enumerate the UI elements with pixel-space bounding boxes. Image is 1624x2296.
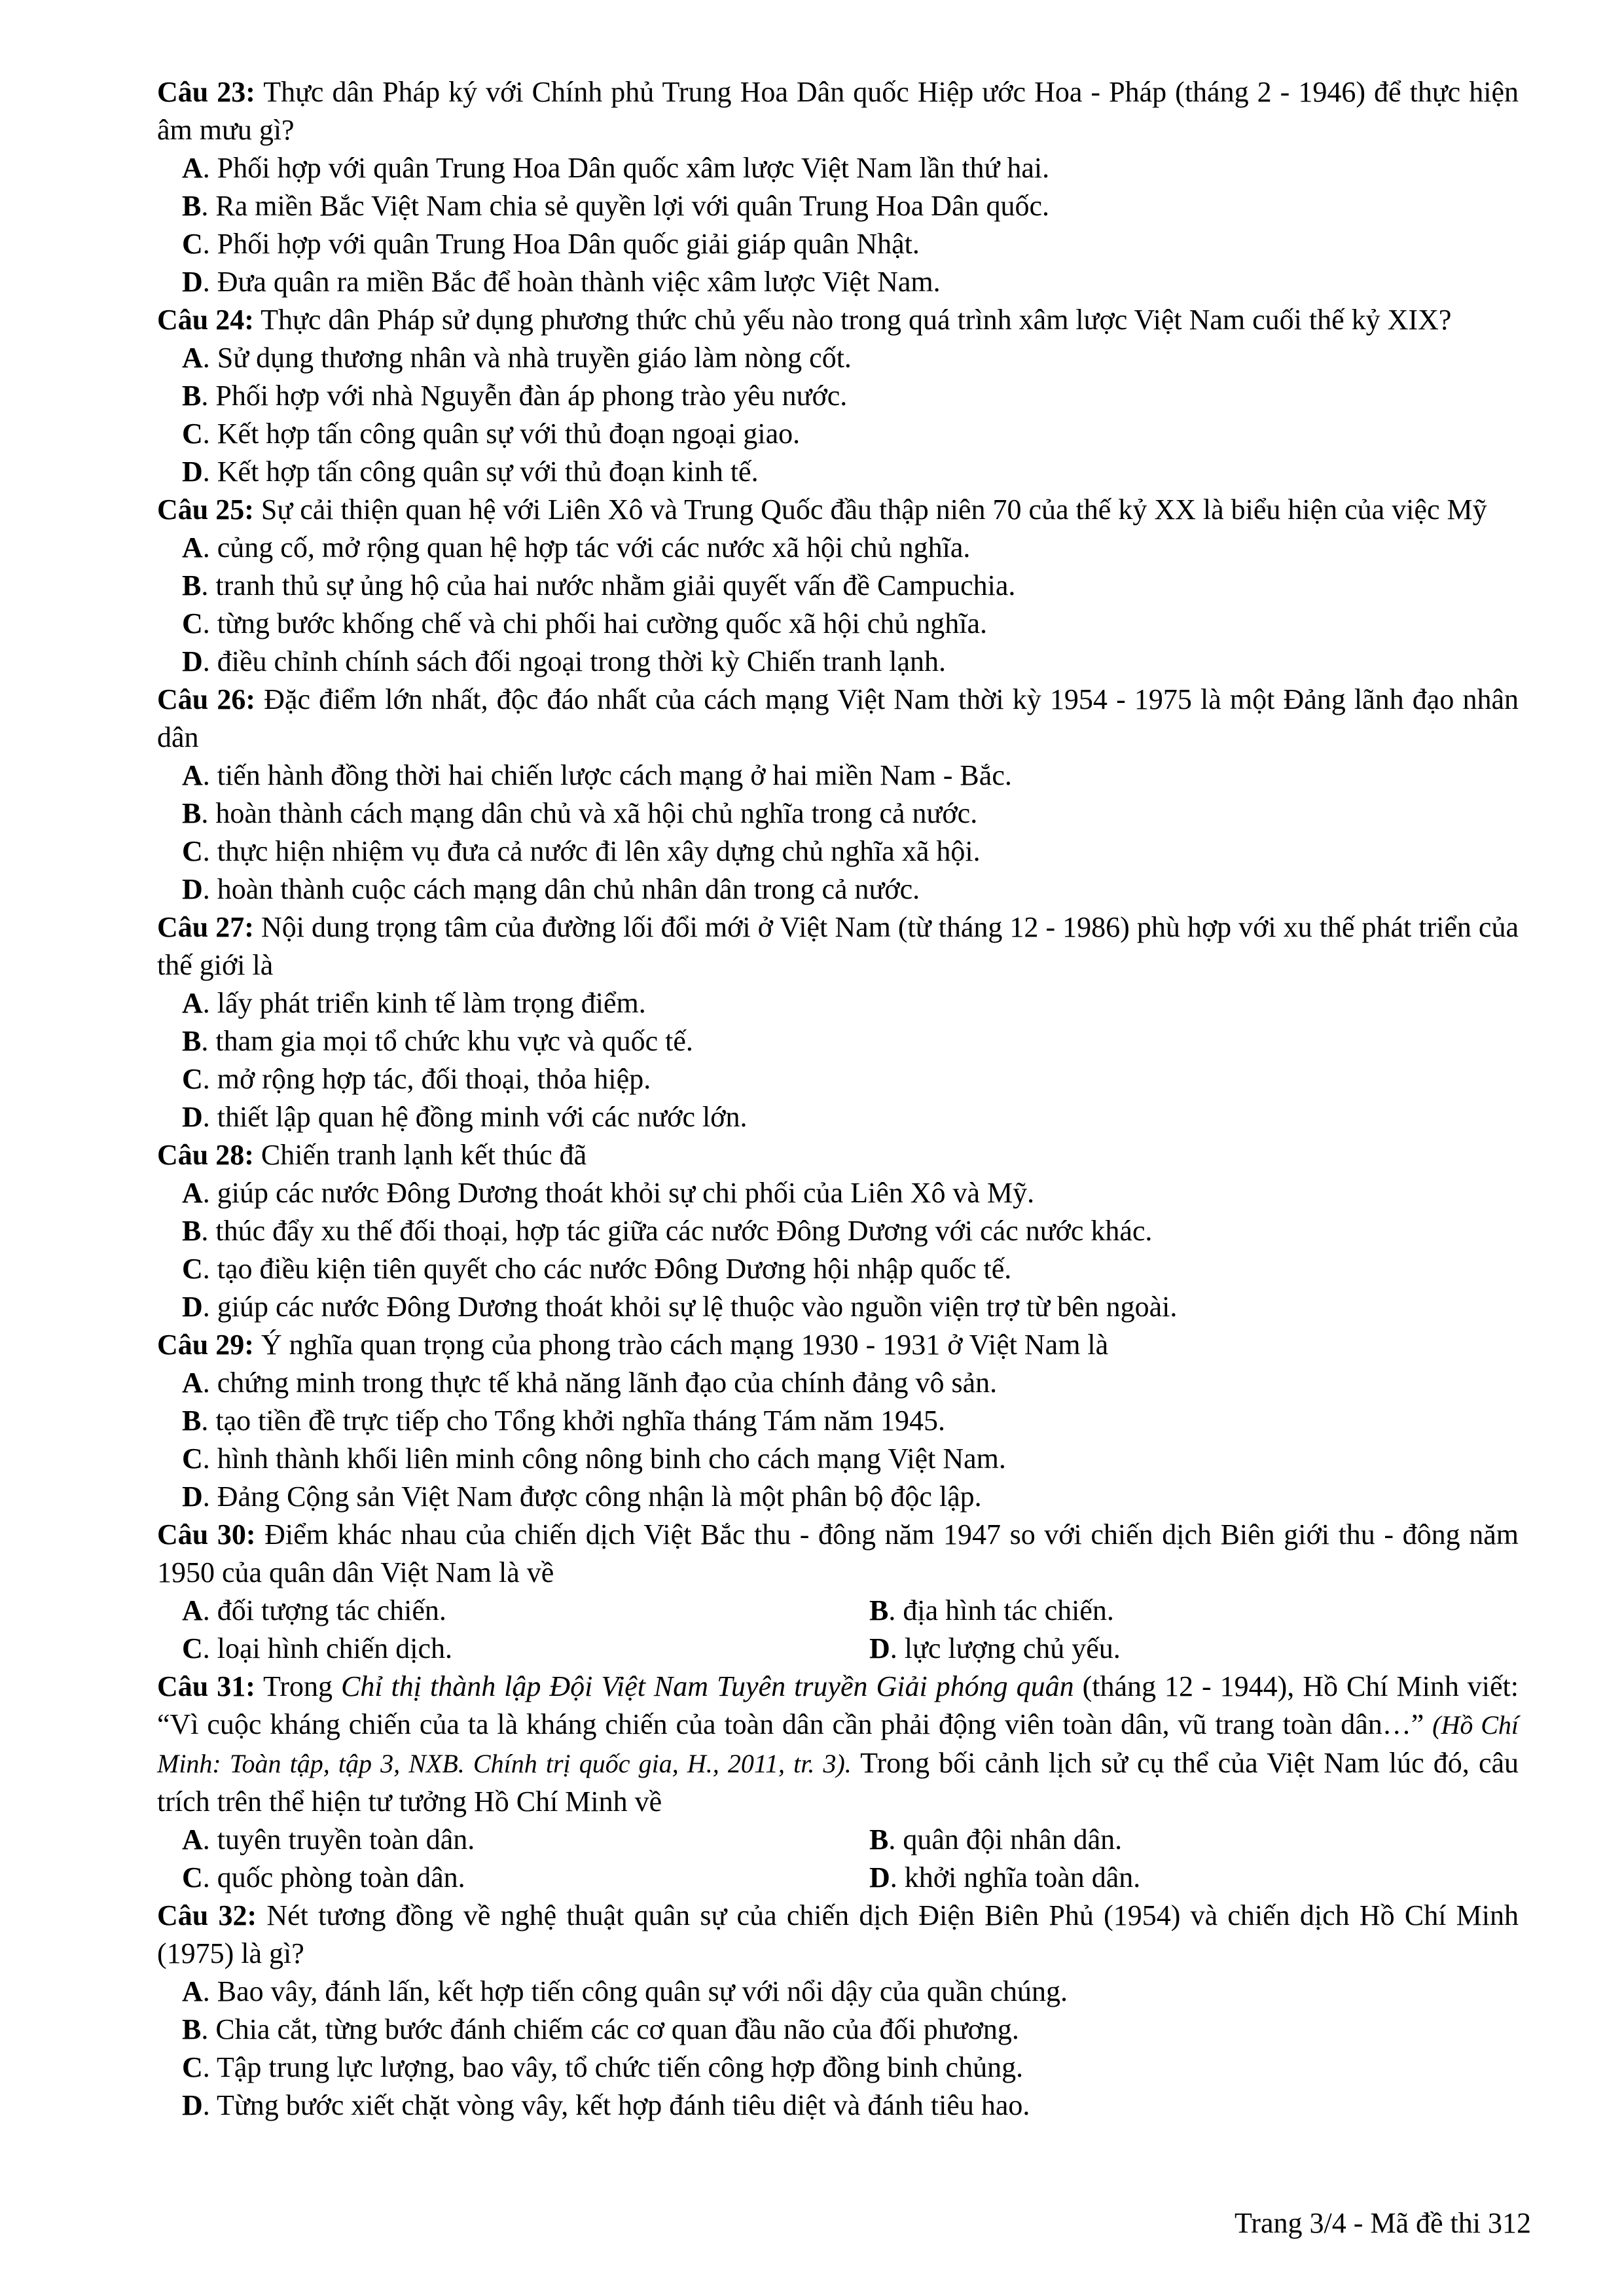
option-d: D. Kết hợp tấn công quân sự với thủ đoạn kinh tế. <box>182 456 759 488</box>
question-text: Thực dân Pháp ký với Chính phủ Trung Hoa Dân quốc Hiệp ước Hoa - Pháp (tháng 2 - 1946) để thực hiện âm mưu gì? <box>157 76 1519 146</box>
option-d: D. giúp các nước Đông Dương thoát khỏi sự lệ thuộc vào nguồn viện trợ từ bên ngoài. <box>182 1291 1178 1323</box>
question-label: Câu 24: <box>157 304 254 336</box>
option-a: A. Bao vây, đánh lấn, kết hợp tiến công quân sự với nổi dậy của quần chúng. <box>182 1975 1068 2007</box>
option-b: B. Phối hợp với nhà Nguyễn đàn áp phong trào yêu nước. <box>182 380 848 412</box>
question-text: Nội dung trọng tâm của đường lối đổi mới ở Việt Nam (từ tháng 12 - 1986) phù hợp với xu thế phát triển của thế giới là <box>157 911 1519 981</box>
option-a: A. củng cố, mở rộng quan hệ hợp tác với các nước xã hội chủ nghĩa. <box>182 531 971 564</box>
option-c: C. mở rộng hợp tác, đối thoại, thỏa hiệp. <box>182 1063 651 1095</box>
question-24 <box>157 301 1519 491</box>
option-c: C. loại hình chiến dịch. <box>182 1632 453 1664</box>
question-23 <box>157 73 1519 301</box>
question-label: Câu 23: <box>157 76 255 108</box>
question-label: Câu 31: <box>157 1670 255 1702</box>
option-a: A. lấy phát triển kinh tế làm trọng điểm. <box>182 987 646 1019</box>
citation: (Hồ Chí Minh: Toàn tập, tập 3, NXB. Chính trị quốc gia, H., 2011, tr. 3). <box>157 1710 1519 1778</box>
document-title: Chỉ thị thành lập Đội Việt Nam Tuyên truyền Giải phóng quân <box>341 1670 1074 1702</box>
option-a: A. tiến hành đồng thời hai chiến lược cách mạng ở hai miền Nam - Bắc. <box>182 759 1012 791</box>
option-a: A. đối tượng tác chiến. <box>182 1594 446 1626</box>
question-label: Câu 30: <box>157 1518 256 1551</box>
option-c: C. Phối hợp với quân Trung Hoa Dân quốc giải giáp quân Nhật. <box>182 228 920 260</box>
option-b: B. quân đội nhân dân. <box>869 1823 1123 1856</box>
question-label: Câu 29: <box>157 1329 254 1361</box>
option-a: A. Sử dụng thương nhân và nhà truyền giáo làm nòng cốt. <box>182 342 852 374</box>
option-c: C. tạo điều kiện tiên quyết cho các nước Đông Dương hội nhập quốc tế. <box>182 1253 1012 1285</box>
question-text: Đặc điểm lớn nhất, độc đáo nhất của cách mạng Việt Nam thời kỳ 1954 - 1975 là một Đảng lãnh đạo nhân dân <box>157 683 1519 753</box>
option-c: C. quốc phòng toàn dân. <box>182 1861 465 1893</box>
option-b: B. tạo tiền đề trực tiếp cho Tổng khởi nghĩa tháng Tám năm 1945. <box>182 1405 946 1437</box>
question-26 <box>157 681 1519 908</box>
option-b: B. thúc đẩy xu thế đối thoại, hợp tác giữa các nước Đông Dương với các nước khác. <box>182 1215 1153 1247</box>
question-text: Điểm khác nhau của chiến dịch Việt Bắc thu - đông năm 1947 so với chiến dịch Biên giới thu - đông năm 1950 của quân dân Việt Nam là về <box>157 1518 1519 1588</box>
question-text: Ý nghĩa quan trọng của phong trào cách mạng 1930 - 1931 ở Việt Nam là <box>253 1329 1109 1361</box>
question-28 <box>157 1136 1519 1326</box>
exam-page <box>157 73 1519 2125</box>
option-c: C. thực hiện nhiệm vụ đưa cả nước đi lên xây dựng chủ nghĩa xã hội. <box>182 835 981 867</box>
option-c: C. Kết hợp tấn công quân sự với thủ đoạn ngoại giao. <box>182 418 801 450</box>
option-b: B. tranh thủ sự ủng hộ của hai nước nhằm giải quyết vấn đề Campuchia. <box>182 569 1016 601</box>
option-a: A. chứng minh trong thực tế khả năng lãnh đạo của chính đảng vô sản. <box>182 1367 998 1399</box>
option-b: B. hoàn thành cách mạng dân chủ và xã hội chủ nghĩa trong cả nước. <box>182 797 978 829</box>
question-30 <box>157 1516 1519 1668</box>
option-a: A. Phối hợp với quân Trung Hoa Dân quốc xâm lược Việt Nam lần thứ hai. <box>182 152 1050 184</box>
option-b: B. Ra miền Bắc Việt Nam chia sẻ quyền lợi với quân Trung Hoa Dân quốc. <box>182 190 1049 222</box>
option-d: D. Từng bước xiết chặt vòng vây, kết hợp đánh tiêu diệt và đánh tiêu hao. <box>182 2089 1030 2121</box>
question-text: Chiến tranh lạnh kết thúc đã <box>253 1139 587 1171</box>
option-c: C. Tập trung lực lượng, bao vây, tổ chức tiến công hợp đồng binh chủng. <box>182 2051 1024 2083</box>
question-label: Câu 28: <box>157 1139 254 1171</box>
option-a: A. giúp các nước Đông Dương thoát khỏi sự chi phối của Liên Xô và Mỹ. <box>182 1177 1035 1209</box>
option-d: D. Đảng Cộng sản Việt Nam được công nhận là một phân bộ độc lập. <box>182 1480 982 1513</box>
option-d: D. Đưa quân ra miền Bắc để hoàn thành việc xâm lược Việt Nam. <box>182 266 941 298</box>
option-d: D. thiết lập quan hệ đồng minh với các nước lớn. <box>182 1101 748 1133</box>
option-b: B. tham gia mọi tổ chức khu vực và quốc tế. <box>182 1025 693 1057</box>
question-label: Câu 27: <box>157 911 254 943</box>
question-27 <box>157 908 1519 1136</box>
option-b: B. Chia cắt, từng bước đánh chiếm các cơ quan đầu não của đối phương. <box>182 2013 1019 2045</box>
option-c: C. hình thành khối liên minh công nông binh cho cách mạng Việt Nam. <box>182 1443 1006 1475</box>
question-text: Nét tương đồng về nghệ thuật quân sự của chiến dịch Điện Biên Phủ (1954) và chiến dịch Hồ Chí Minh (1975) là gì? <box>157 1899 1519 1969</box>
option-d: D. khởi nghĩa toàn dân. <box>869 1861 1141 1893</box>
question-text: Thực dân Pháp sử dụng phương thức chủ yếu nào trong quá trình xâm lược Việt Nam cuối thế kỷ XIX? <box>253 304 1452 336</box>
option-c: C. từng bước khống chế và chi phối hai cường quốc xã hội chủ nghĩa. <box>182 607 988 639</box>
question-25 <box>157 491 1519 681</box>
question-32 <box>157 1897 1519 2125</box>
option-a: A. tuyên truyền toàn dân. <box>182 1823 475 1856</box>
option-d: D. hoàn thành cuộc cách mạng dân chủ nhân dân trong cả nước. <box>182 873 920 905</box>
question-29 <box>157 1326 1519 1516</box>
question-label: Câu 32: <box>157 1899 257 1931</box>
question-label: Câu 25: <box>157 493 254 526</box>
question-label: Câu 26: <box>157 683 256 715</box>
option-d: D. điều chỉnh chính sách đối ngoại trong thời kỳ Chiến tranh lạnh. <box>182 645 947 677</box>
option-d: D. lực lượng chủ yếu. <box>869 1632 1121 1664</box>
question-31: Câu 31: Trong Chỉ thị thành lập Đội Việt Nam Tuyên truyền Giải phóng quân (tháng 12 - 1944), Hồ Chí Minh viết: “Vì cuộc kháng chiến của ta là kháng chiến của toàn dân cần phải động viên toàn dân, vũ trang toàn dân…” (Hồ Chí Minh: Toàn tập, tập 3, NXB. Chính trị quốc gia, H., 2011, tr. 3). Trong bối cảnh lịch sử cụ thể của Việt Nam lúc đó, câu trích trên thể hiện tư tưởng Hồ Chí Minh về A. tuyên truyền toàn dân. B. quân đội nhân dân. C. quốc phòng toàn dân. D. khởi nghĩa toàn dân. <box>157 1668 1519 1897</box>
option-b: B. địa hình tác chiến. <box>869 1594 1114 1626</box>
page-footer: Trang 3/4 - Mã đề thi 312 <box>1234 2207 1531 2239</box>
question-text: Sự cải thiện quan hệ với Liên Xô và Trung Quốc đầu thập niên 70 của thế kỷ XX là biểu hiện của việc Mỹ <box>253 493 1487 526</box>
